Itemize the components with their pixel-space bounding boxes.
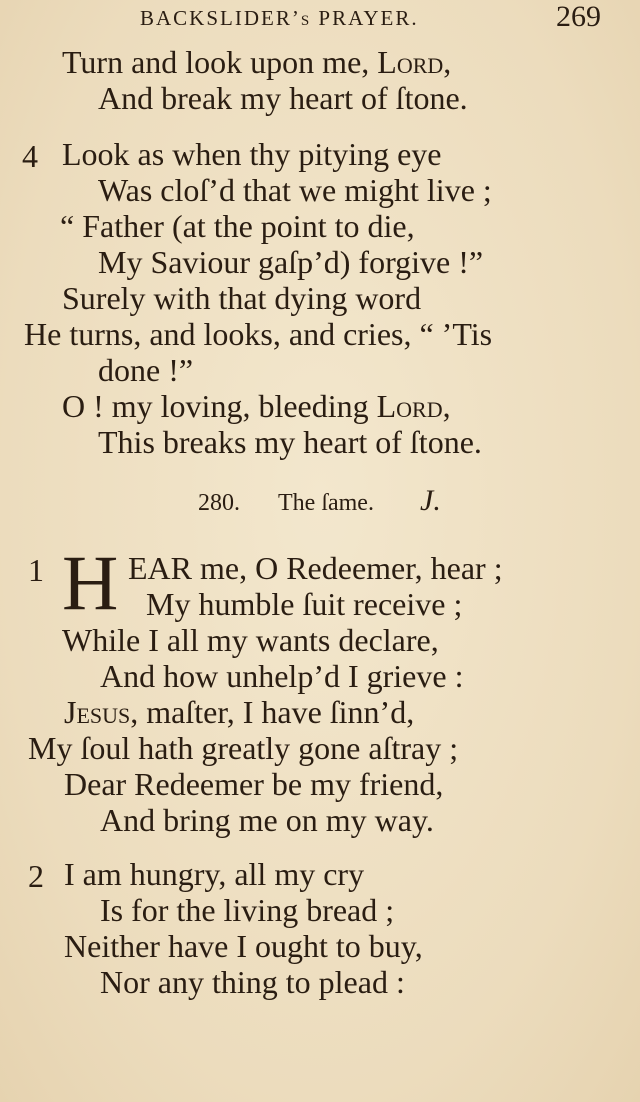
verse-line: My ſoul hath greatly gone aſtray ;	[28, 730, 459, 766]
verse-line: “ Father (at the point to die,	[60, 208, 415, 244]
verse-line: My Saviour gaſp’d) forgive !”	[98, 244, 484, 280]
verse-line: Turn and look upon me, Lord,	[62, 44, 452, 80]
verse-line: And how unhelp’d I grieve :	[100, 658, 464, 694]
verse-line: Look as when thy pitying eye	[62, 136, 442, 172]
verse-line: Is for the living bread ;	[100, 892, 395, 928]
meter-mark: J.	[420, 484, 441, 517]
verse-line: O ! my loving, bleeding Lord,	[62, 388, 451, 424]
verse-line: Was cloſ’d that we might live ;	[98, 172, 492, 208]
verse-line: And break my heart of ſtone.	[98, 80, 468, 116]
verse-line: Jesus, maſter, I have ſinn’d,	[64, 694, 415, 730]
stanza-number: 2	[28, 858, 44, 894]
verse-line: Surely with that dying word	[62, 280, 422, 316]
verse-line: EAR me, O Redeemer, hear ;	[128, 550, 503, 586]
drop-cap: H	[62, 539, 119, 626]
hymn-heading	[0, 484, 640, 524]
hymn-title: The ſame.	[278, 490, 374, 516]
running-head: BACKSLIDER’s PRAYER.	[140, 6, 419, 30]
verse-line: done !”	[98, 352, 194, 388]
verse-line: My humble ſuit receive ;	[146, 586, 463, 622]
verse-line: And bring me on my way.	[100, 802, 434, 838]
page-header	[0, 2, 640, 42]
page-number: 269	[556, 0, 601, 33]
verse-line: Nor any thing to plead :	[100, 964, 405, 1000]
verse-line: While I all my wants declare,	[62, 622, 439, 658]
stanza-number: 4	[22, 138, 38, 174]
verse-line: Neither have I ought to buy,	[64, 928, 423, 964]
stanza-number: 1	[28, 552, 44, 588]
verse-line: I am hungry, all my cry	[64, 856, 365, 892]
verse-line: He turns, and looks, and cries, “ ’Tis	[24, 316, 493, 352]
verse-line: This breaks my heart of ſtone.	[98, 424, 482, 460]
hymn-number: 280.	[198, 490, 240, 516]
verse-line: Dear Redeemer be my friend,	[64, 766, 444, 802]
